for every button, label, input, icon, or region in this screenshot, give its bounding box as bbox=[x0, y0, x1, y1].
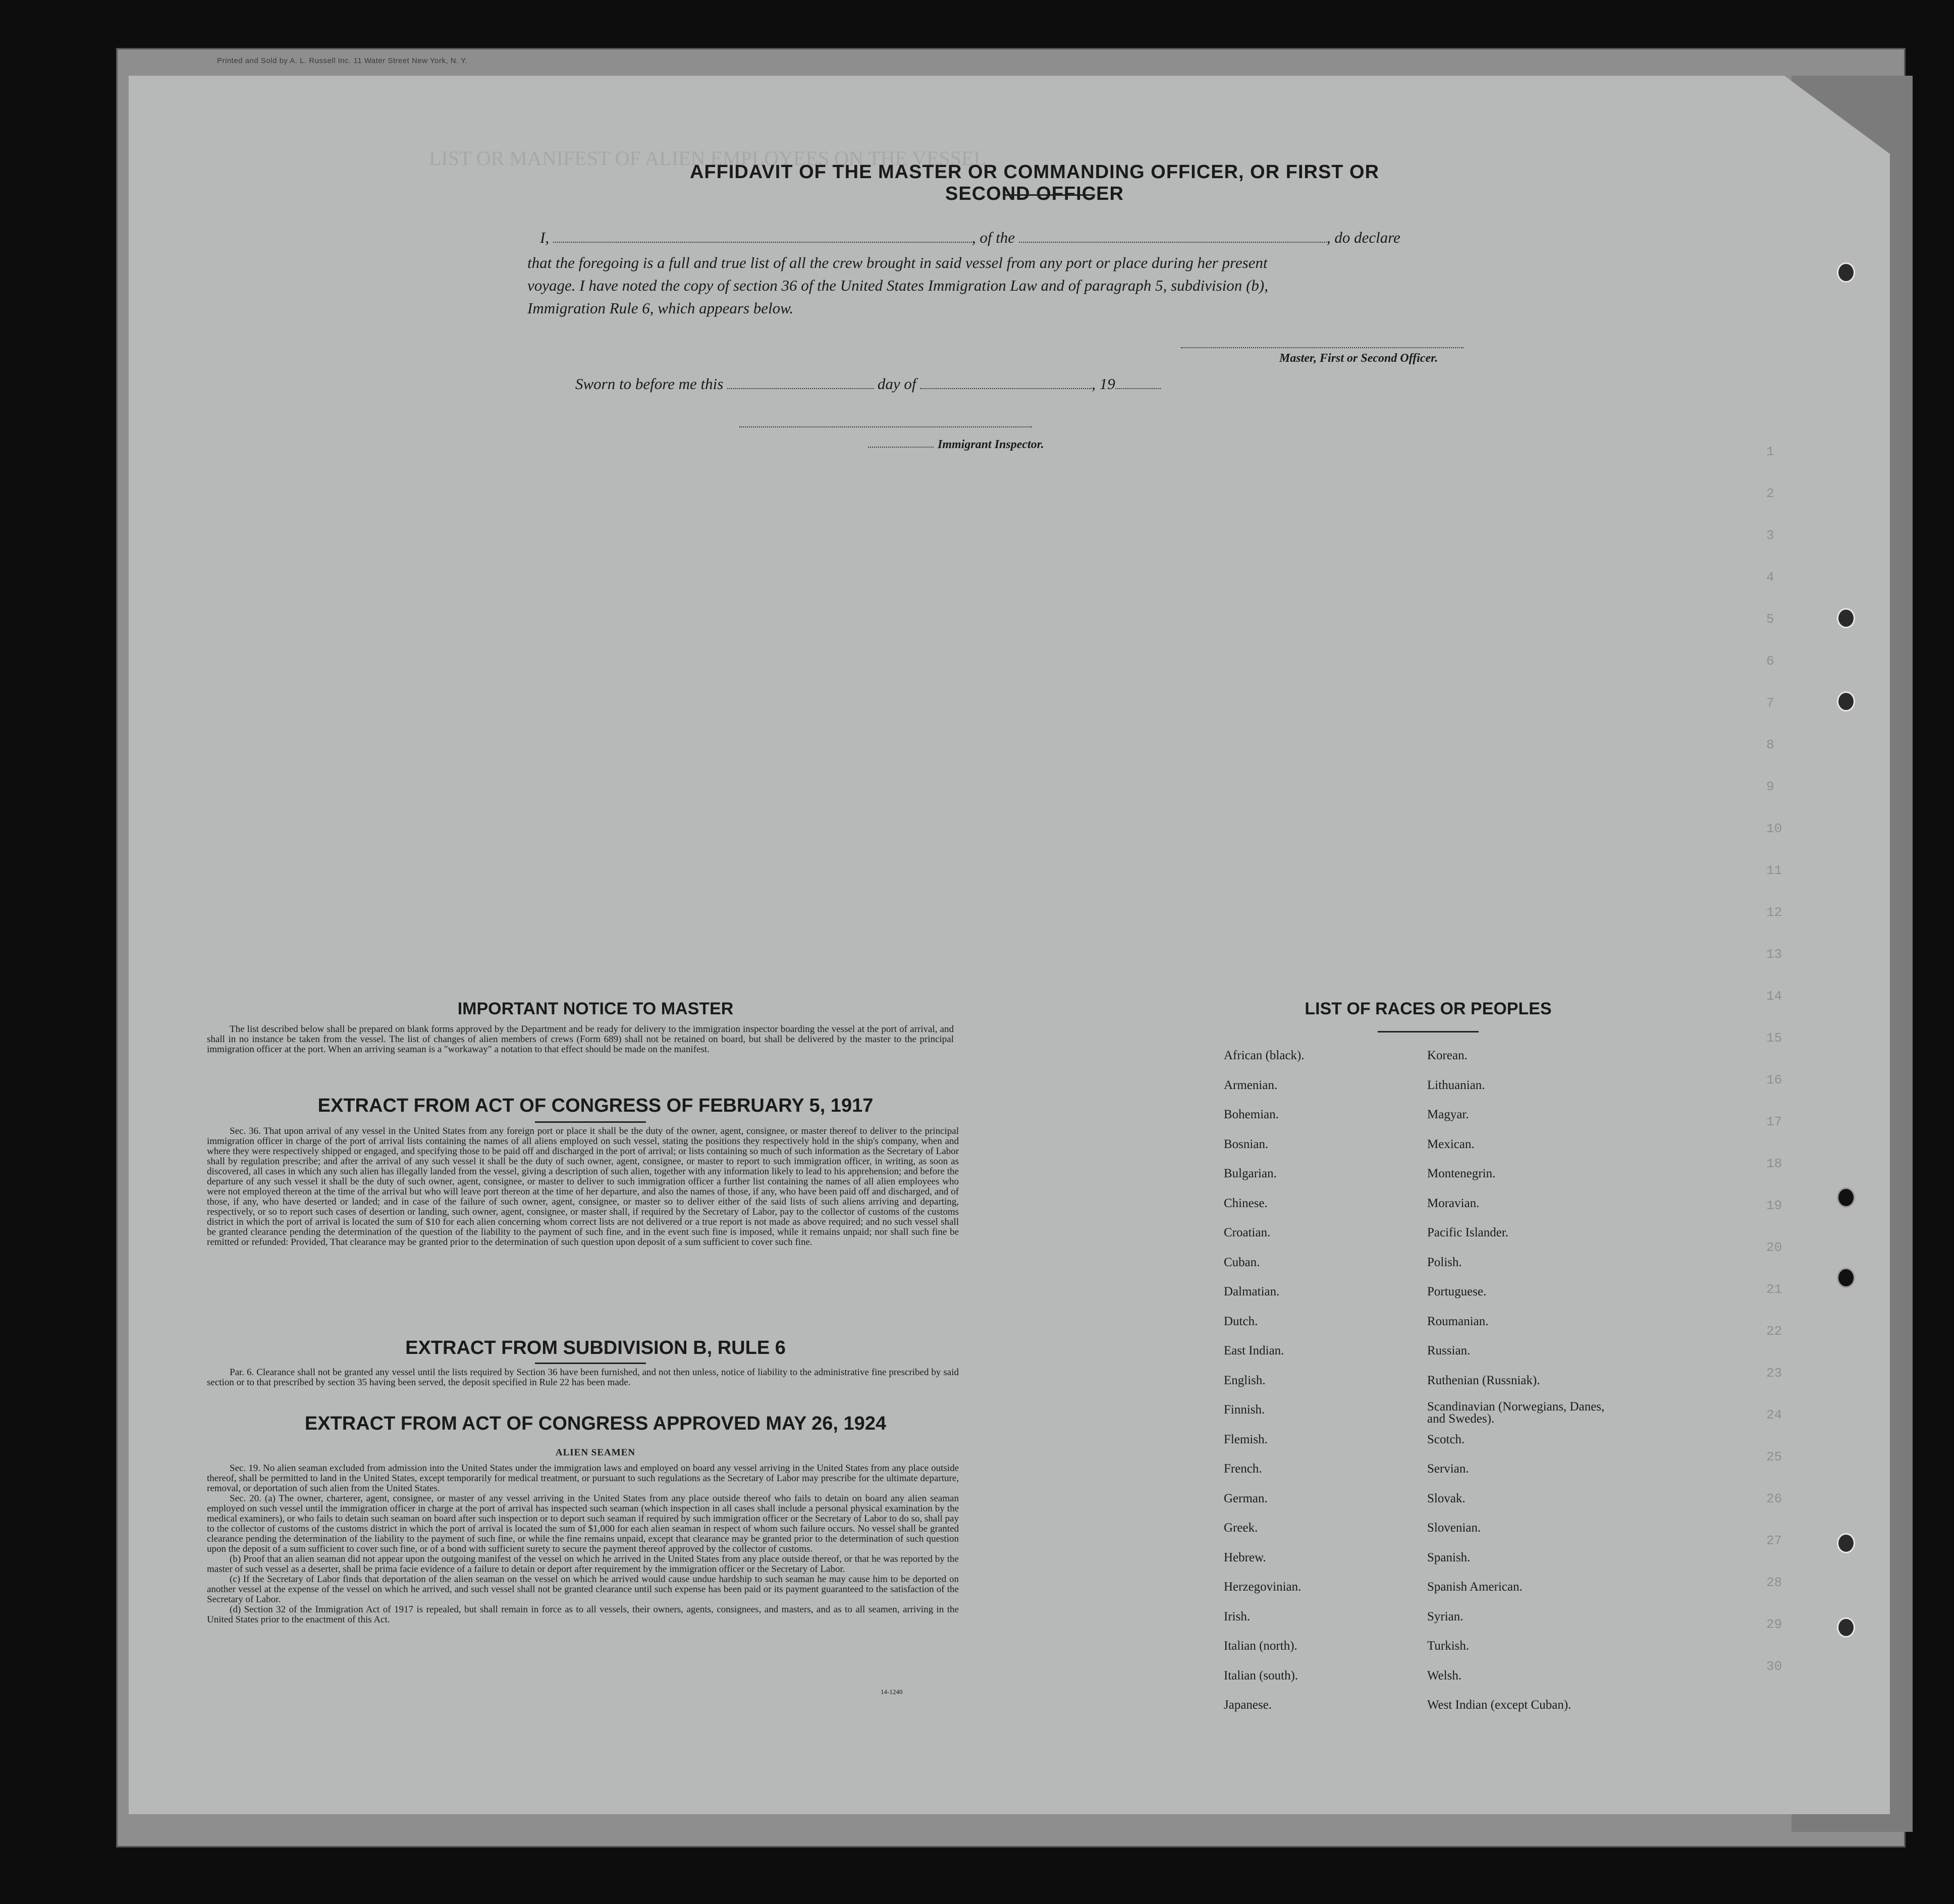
bleedthrough-row-number: 5 bbox=[1766, 612, 1774, 627]
bleedthrough-row-number: 25 bbox=[1766, 1449, 1782, 1464]
race-item: Syrian. bbox=[1427, 1609, 1463, 1623]
alien-seamen-subtitle: ALIEN SEAMEN bbox=[555, 1447, 636, 1458]
race-item: Chinese. bbox=[1224, 1196, 1268, 1210]
race-item: German. bbox=[1224, 1491, 1268, 1505]
race-item: Slovenian. bbox=[1427, 1521, 1481, 1535]
i-label: I, bbox=[540, 229, 550, 246]
race-item: Servian. bbox=[1427, 1462, 1469, 1476]
race-item: Herzegovinian. bbox=[1224, 1580, 1301, 1594]
bleedthrough-row-number: 26 bbox=[1766, 1491, 1782, 1506]
race-item: Armenian. bbox=[1224, 1078, 1278, 1092]
bleedthrough-row-number: 19 bbox=[1766, 1198, 1782, 1213]
race-item: Dutch. bbox=[1224, 1314, 1258, 1328]
punch-hole bbox=[1837, 262, 1855, 283]
race-item: French. bbox=[1224, 1462, 1262, 1476]
extract-1924-sec20a: Sec. 20. (a) The owner, charterer, agent, consignee, or master of any vessel arriving in the United States from any place outside thereof who fails to detain on board any alien seaman employed on such vessel until the immigration officer in charge at the port of arrival has inspected such seaman (which inspection in all cases shall include a personal physical examination by the medical examiners), or who fails to detain such seaman on board after such inspection or to deport such seaman if required by such immigration officer or the Secretary of Labor to do so, shall pay to the collector of customs of the customs district in which the port of arrival is located the sum of $1,000 for each alien seaman in respect of whom such failure occurs. No vessel shall be granted clearance pending the determination of the liability to the payment of such fine, or while the fine remains unpaid, except that clearance may be granted prior to the determination of such question upon the deposit of a sum sufficient to cover such fine, or of a bond with sufficient surety to secure the payment thereof approved by the collector of customs. bbox=[207, 1493, 959, 1554]
race-item: Scandinavian (Norwegians, Danes, and Swedes). bbox=[1427, 1400, 1605, 1426]
affidavit-text-line-2: voyage. I have noted the copy of section 36 of the United States Immigration Law and of paragraph 5, subdivision (b), bbox=[527, 277, 1268, 294]
extract-1924-sec20c: (c) If the Secretary of Labor finds that deportation of the alien seaman on the vessel on which he arrived would cause undue hardship to such seaman he may cause him to be deported on another vessel at the expense of the vessel on which he arrived, and such vessel shall not be granted clearance until such expense has been paid or its payment guaranteed to the satisfaction of the Secretary of Labor. bbox=[207, 1574, 959, 1605]
master-signature-field[interactable] bbox=[1181, 347, 1463, 348]
race-item: Italian (north). bbox=[1224, 1639, 1297, 1653]
race-item: Pacific Islander. bbox=[1427, 1226, 1509, 1239]
of-the-label: , of the bbox=[971, 229, 1015, 246]
race-item: Hebrew. bbox=[1224, 1550, 1266, 1564]
race-item: Moravian. bbox=[1427, 1196, 1480, 1210]
race-item: Mexican. bbox=[1427, 1137, 1475, 1151]
affidavit-declaration-line bbox=[540, 227, 1400, 248]
bleedthrough-row-number: 30 bbox=[1766, 1659, 1782, 1674]
punch-hole bbox=[1837, 1187, 1855, 1208]
punch-hole bbox=[1837, 1268, 1855, 1288]
race-item: Irish. bbox=[1224, 1609, 1251, 1623]
bleedthrough-row-number: 8 bbox=[1766, 737, 1774, 752]
bleedthrough-row-number: 18 bbox=[1766, 1156, 1782, 1171]
race-item: Bulgarian. bbox=[1224, 1167, 1277, 1180]
bleedthrough-row-number: 17 bbox=[1766, 1114, 1782, 1129]
extract-1924-body bbox=[207, 1463, 959, 1625]
bleedthrough-row-number: 1 bbox=[1766, 444, 1774, 459]
extract-1917-rule bbox=[535, 1121, 646, 1123]
inspector-label: Immigrant Inspector. bbox=[938, 438, 1044, 451]
race-item: Portuguese. bbox=[1427, 1285, 1487, 1298]
race-item: Bohemian. bbox=[1224, 1108, 1279, 1121]
punch-hole bbox=[1837, 691, 1855, 712]
extract-rule6-rule bbox=[535, 1363, 646, 1364]
extract-1924-sec10: Sec. 19. No alien seaman excluded from admission into the United States under the immigration laws and employed on board any vessel arriving in the United States from any place outside thereof, shall be permitted to land in the United States, except temporarily for medical treatment, or pursuant to such regulations as the Secretary of Labor may prescribe for the ultimate departure, removal, or deportation of such alien from the United States. bbox=[207, 1463, 959, 1494]
race-item: Croatian. bbox=[1224, 1226, 1271, 1239]
sworn-month-field[interactable] bbox=[920, 388, 1092, 389]
race-item: Lithuanian. bbox=[1427, 1078, 1485, 1092]
race-item: Roumanian. bbox=[1427, 1314, 1489, 1328]
printer-imprint: Printed and Sold by A. L. Russell Inc. 11 Water Street New York, N. Y. bbox=[217, 57, 468, 65]
vessel-name-field[interactable] bbox=[1019, 242, 1327, 243]
year-prefix: , 19 bbox=[1092, 375, 1115, 393]
extract-1917-title: EXTRACT FROM ACT OF CONGRESS OF FEBRUARY 5, 1917 bbox=[317, 1095, 874, 1116]
bleedthrough-row-number: 27 bbox=[1766, 1533, 1782, 1548]
sworn-day-field[interactable] bbox=[727, 388, 874, 389]
bleedthrough-row-number: 4 bbox=[1766, 570, 1774, 585]
bleedthrough-row-number: 9 bbox=[1766, 779, 1774, 794]
race-item: West Indian (except Cuban). bbox=[1427, 1698, 1571, 1712]
race-item: Russian. bbox=[1427, 1344, 1471, 1357]
affidavit-text-line-3: Immigration Rule 6, which appears below. bbox=[527, 299, 794, 317]
race-item: Turkish. bbox=[1427, 1639, 1470, 1653]
bleedthrough-row-number: 12 bbox=[1766, 905, 1782, 920]
sworn-label: Sworn to before me this bbox=[575, 375, 724, 393]
affidavit-text-line-1: that the foregoing is a full and true list of all the crew brought in said vessel from any port or place during her present bbox=[527, 254, 1268, 271]
title-rule bbox=[1004, 194, 1095, 196]
race-item: Magyar. bbox=[1427, 1108, 1469, 1121]
notice-title: IMPORTANT NOTICE TO MASTER bbox=[457, 999, 734, 1018]
race-item: Italian (south). bbox=[1224, 1668, 1298, 1682]
extract-rule6-title: EXTRACT FROM SUBDIVISION B, RULE 6 bbox=[405, 1337, 786, 1358]
bleedthrough-row-number: 3 bbox=[1766, 528, 1774, 543]
bleedthrough-row-number: 21 bbox=[1766, 1282, 1782, 1297]
extract-1924-sec20d: (d) Section 32 of the Immigration Act of 1917 is repealed, but shall remain in force as to all vessels, their owners, agents, consignees, and masters, and as to all seamen, arriving in the United States prior to the enactment of this Act. bbox=[207, 1604, 959, 1625]
notice-body: The list described below shall be prepared on blank forms approved by the Department and be ready for delivery to the immigration inspector boarding the vessel at the port of arrival, and shall in no instance be taken from the vessel. The list of changes of alien members of crews (Form 689) shall not be retained on board, but shall be delivered by the master to the principal immigration officer at the port. When an arriving seaman is a "workaway" a notation to that effect should be made on the manifest. bbox=[207, 1024, 954, 1055]
race-item: Cuban. bbox=[1224, 1255, 1260, 1269]
do-declare-label: , do declare bbox=[1326, 229, 1400, 246]
extract-1917-body: Sec. 36. That upon arrival of any vessel in the United States from any foreign port or place it shall be the duty of the owner, agent, consignee, or master thereof to deliver to the principal immigration officer in charge of the port of arrival lists containing the names of all aliens employed on such vessel, stating the positions they respectively hold in the ship's company, when and where they were respectively shipped or engaged, and specifying those to be paid off and discharged in the port of arrival; or lists containing so much of such information as the Secretary of Labor shall by regulation prescribe; and after the arrival of any such vessel it shall be the duty of such owner, agent, consignee, or master to report to such immigration officer, in writing, as soon as discovered, all cases in which any such alien has illegally landed from the vessel, giving a description of such alien, together with any information likely to lead to his apprehension; and before the departure of any such vessel it shall be the duty of such owner, agent, consignee, or master to deliver to such immigration officer a further list containing the names of all alien employees who were not employed thereon at the time of the arrival but who will leave port thereon at the time of her departure, and also the names of those, if any, who have been paid off and discharged, and of those, if any, who have deserted or landed; and in case of the failure of such owner, agent, consignee, or master so to deliver either of the said lists of such aliens arriving and departing, respectively, or so to report such cases of desertion or landing, such owner, agent, consignee, or master shall, if required by the Secretary of Labor, pay to the collector of customs of the customs district in which the port of arrival is located the sum of $10 for each alien concerning whom correct lists are not delivered or a true report is not made as above required; and no such vessel shall be granted clearance pending the determination of the question of the liability to the payment of such fine, and in the event such fine is imposed, while it remains unpaid; nor shall such fine be remitted or refunded: Provided, That clearance may be granted prior to the determination of such question upon deposit of a sum sufficient to cover such fine. bbox=[207, 1126, 959, 1247]
bleedthrough-row-number: 24 bbox=[1766, 1407, 1782, 1423]
race-item: Korean. bbox=[1427, 1049, 1468, 1062]
bleedthrough-header: LIST OR MANIFEST OF ALIEN EMPLOYEES ON THE VESSEL bbox=[429, 147, 986, 170]
punch-hole bbox=[1837, 1617, 1855, 1638]
race-item: Spanish American. bbox=[1427, 1580, 1523, 1594]
bleedthrough-row-number: 14 bbox=[1766, 989, 1782, 1004]
punch-hole bbox=[1837, 608, 1855, 628]
bleedthrough-row-number: 23 bbox=[1766, 1366, 1782, 1381]
sworn-year-field[interactable] bbox=[1115, 388, 1161, 389]
race-item: Japanese. bbox=[1224, 1698, 1272, 1712]
form-number: 14-1240 bbox=[881, 1688, 903, 1696]
officer-name-field[interactable] bbox=[553, 242, 972, 243]
day-of-label: day of bbox=[877, 375, 916, 393]
bleedthrough-row-number: 11 bbox=[1766, 863, 1782, 878]
affidavit-title: AFFIDAVIT OF THE MASTER OR COMMANDING OFFICER, OR FIRST OR SECOND OFFICER bbox=[689, 161, 1380, 204]
race-item: Spanish. bbox=[1427, 1550, 1471, 1564]
inspector-signature-field[interactable] bbox=[739, 426, 1032, 427]
race-item: English. bbox=[1224, 1373, 1266, 1387]
race-item: Montenegrin. bbox=[1427, 1167, 1496, 1180]
race-item: Welsh. bbox=[1427, 1668, 1462, 1682]
bleedthrough-row-number: 2 bbox=[1766, 486, 1774, 501]
races-rule bbox=[1378, 1031, 1479, 1032]
race-item: Greek. bbox=[1224, 1521, 1258, 1535]
inspector-signature-dots bbox=[868, 447, 934, 448]
bleedthrough-row-number: 16 bbox=[1766, 1072, 1782, 1087]
race-item: Flemish. bbox=[1224, 1432, 1268, 1446]
race-item: Scotch. bbox=[1427, 1432, 1465, 1446]
bleedthrough-row-number: 7 bbox=[1766, 695, 1774, 711]
race-item: Polish. bbox=[1427, 1255, 1462, 1269]
bleedthrough-row-number: 15 bbox=[1766, 1030, 1782, 1046]
bleedthrough-row-number: 10 bbox=[1766, 821, 1782, 836]
race-item: Finnish. bbox=[1224, 1403, 1265, 1417]
extract-1924-title: EXTRACT FROM ACT OF CONGRESS APPROVED MAY 26, 1924 bbox=[304, 1413, 887, 1434]
race-item: Dalmatian. bbox=[1224, 1285, 1280, 1298]
race-item: Ruthenian (Russniak). bbox=[1427, 1373, 1540, 1387]
extract-rule6-body: Par. 6. Clearance shall not be granted any vessel until the lists required by Section 36 have been furnished, and not then unless, notice of liability to the administrative fine prescribed by said section or to that prescribed by section 35 having been served, the deposit specified in Rule 22 has been made. bbox=[207, 1367, 959, 1388]
bleedthrough-row-number: 13 bbox=[1766, 947, 1782, 962]
races-title: LIST OF RACES OR PEOPLES bbox=[1305, 999, 1552, 1018]
sworn-line bbox=[575, 373, 1161, 395]
bleedthrough-row-number: 28 bbox=[1766, 1575, 1782, 1590]
bleedthrough-row-number: 22 bbox=[1766, 1324, 1782, 1339]
race-item: Slovak. bbox=[1427, 1491, 1466, 1505]
master-signature-label: Master, First or Second Officer. bbox=[1279, 352, 1438, 365]
race-item: Bosnian. bbox=[1224, 1137, 1269, 1151]
bleedthrough-row-number: 29 bbox=[1766, 1617, 1782, 1632]
bleedthrough-row-number: 6 bbox=[1766, 654, 1774, 669]
race-item: African (black). bbox=[1224, 1049, 1305, 1062]
bleedthrough-row-number: 20 bbox=[1766, 1240, 1782, 1255]
race-item: East Indian. bbox=[1224, 1344, 1284, 1357]
extract-1924-sec20b: (b) Proof that an alien seaman did not appear upon the outgoing manifest of the vessel on which he arrived in the United States from any place outside thereof, or that he was reported by the master of such vessel as a deserter, shall be prima facie evidence of a failure to detain or deport after requirement by the immigration officer or the Secretary of Labor. bbox=[207, 1554, 959, 1574]
punch-hole bbox=[1837, 1533, 1855, 1553]
